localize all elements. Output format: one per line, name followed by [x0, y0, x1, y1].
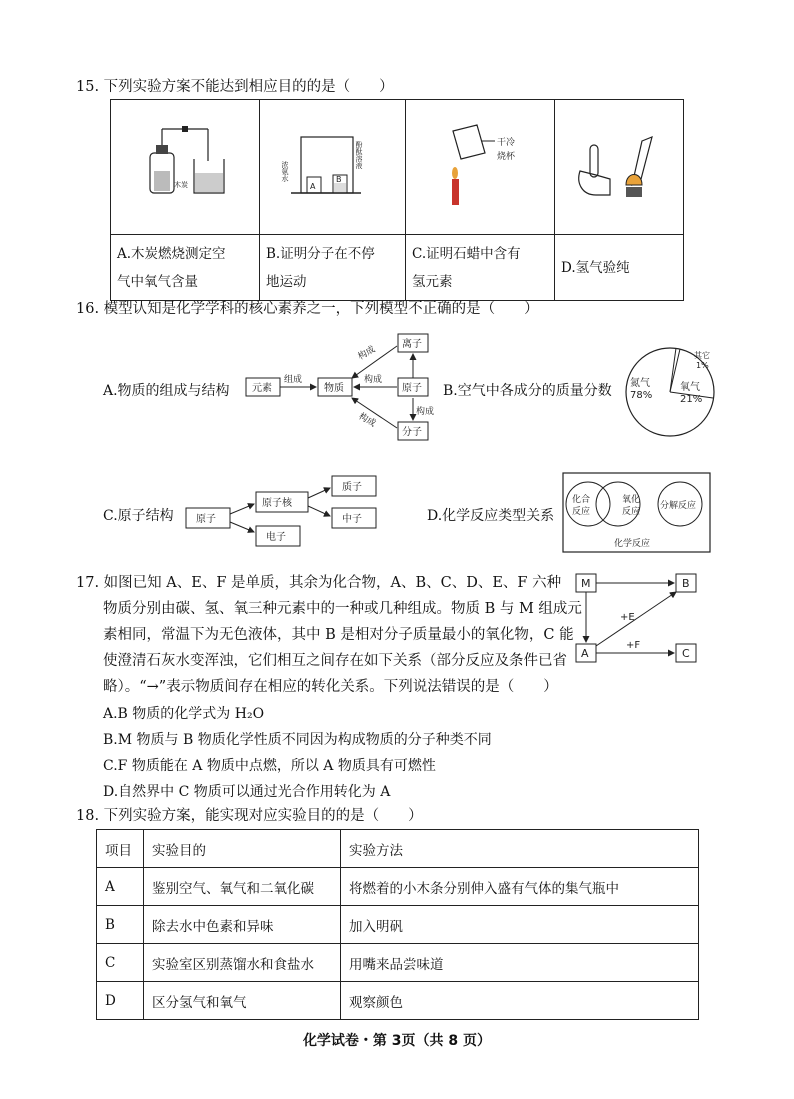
header-cell: 实验方法: [341, 830, 699, 868]
q15-option-a: A.木炭燃烧测定空 气中氧气含量: [111, 235, 260, 301]
table-cell: B: [97, 906, 144, 944]
svg-text:氮气: 氮气: [630, 378, 650, 389]
svg-text:氧化: 氧化: [622, 495, 641, 505]
node-fenzi: 分子: [402, 427, 422, 438]
svg-text:原子核: 原子核: [262, 498, 292, 509]
q16-option-b-label: B.空气中各成分的质量分数: [443, 383, 612, 399]
svg-text:构成: 构成: [356, 344, 378, 363]
header-cell: 实验目的: [144, 830, 341, 868]
node-a: A: [581, 647, 589, 660]
svg-text:酚酞溶液: 酚酞溶液: [355, 141, 363, 169]
q15-option-b: B.证明分子在不停 地运动: [260, 235, 406, 301]
svg-text:构成: 构成: [356, 411, 378, 430]
q15-fig-c-cell: [406, 100, 555, 235]
table-row: [97, 982, 699, 1020]
svg-text:21%: 21%: [680, 394, 703, 405]
table-row: [97, 868, 699, 906]
header-cell: 项目: [97, 830, 144, 868]
svg-text:中子: 中子: [342, 514, 362, 525]
table-cell: 除去水中色素和异味: [144, 906, 341, 944]
q17-line1: 17. 如图已知 A、E、F 是单质，其余为化合物，A、B、C、D、E、F 六种: [76, 575, 562, 591]
svg-text:构成: 构成: [364, 375, 383, 385]
svg-text:分解反应: 分解反应: [660, 501, 697, 511]
svg-text:+E: +E: [620, 612, 635, 623]
q18-table: [96, 829, 699, 1020]
q15-option-d: D.氢气验纯: [555, 235, 684, 301]
svg-text:其它: 其它: [694, 351, 710, 360]
svg-text:干冷: 干冷: [497, 138, 516, 148]
air-composition-pie: [618, 340, 722, 440]
q17-line3: 素相同，常温下为无色液体，其中 B 是相对分子质量最小的氧化物，C 能: [103, 627, 574, 643]
svg-text:电子: 电子: [266, 532, 286, 543]
q15-stem: 15. 下列实验方案不能达到相应目的的是（ ）: [76, 79, 394, 95]
svg-text:78%: 78%: [630, 390, 653, 401]
q17-line5: 略）。“→”表示物质间存在相应的转化关系。下列说法错误的是（ ）: [103, 679, 558, 695]
svg-text:反应: 反应: [622, 507, 641, 517]
q15-fig-a-cell: [111, 100, 260, 235]
table-cell: D: [97, 982, 144, 1020]
svg-text:构成: 构成: [416, 407, 435, 417]
node-b: B: [682, 577, 690, 590]
charcoal-apparatus-figure: [112, 101, 258, 229]
atom-structure-diagram: [180, 470, 385, 552]
svg-text:B: B: [336, 175, 342, 184]
q17-relation-diagram: [570, 568, 705, 668]
q16-option-a-label: A.物质的组成与结构: [103, 383, 230, 399]
q16-option-d-label: D.化学反应类型关系: [427, 508, 555, 524]
q16-stem: 16. 模型认知是化学学科的核心素养之一，下列模型不正确的是（ ）: [76, 301, 539, 317]
svg-text:A: A: [310, 182, 316, 191]
table-cell: 加入明矾: [341, 906, 699, 944]
svg-text:浓氨水: 浓氨水: [281, 161, 289, 182]
table-row: [97, 944, 699, 982]
node-yuansu: 元素: [252, 383, 272, 394]
q17-option-d: D.自然界中 C 物质可以通过光合作用转化为 A: [103, 784, 391, 800]
q18-stem: 18. 下列实验方案，能实现对应实验目的的是（ ）: [76, 808, 423, 824]
q15-option-c: C.证明石蜡中含有 氢元素: [406, 235, 555, 301]
q17-line4: 使澄清石灰水变浑浊，它们相互之间存在如下关系（部分反应及条件已省: [103, 653, 567, 669]
q15-fig-b-cell: [260, 100, 406, 235]
q15-fig-d-cell: [555, 100, 684, 235]
table-cell: A: [97, 868, 144, 906]
svg-text:质子: 质子: [342, 482, 362, 493]
table-cell: 观察颜色: [341, 982, 699, 1020]
svg-text:化学反应: 化学反应: [614, 539, 651, 549]
svg-text:氧气: 氧气: [680, 382, 700, 393]
table-row: [97, 906, 699, 944]
table-cell: 将燃着的小木条分别伸入盛有气体的集气瓶中: [341, 868, 699, 906]
reaction-types-venn: [562, 472, 712, 554]
table-cell: 区分氢气和氧气: [144, 982, 341, 1020]
table-cell: 鉴别空气、氧气和二氧化碳: [144, 868, 341, 906]
svg-text:组成: 组成: [284, 375, 303, 385]
q16-option-c-label: C.原子结构: [103, 508, 174, 524]
node-yuanzi: 原子: [402, 383, 422, 394]
q15-table: [110, 99, 684, 301]
q17-line2: 物质分别由碳、氢、氧三种元素中的一种或几种组成。物质 B 与 M 组成元: [103, 601, 582, 617]
substance-structure-diagram: [240, 328, 440, 446]
table-cell: C: [97, 944, 144, 982]
ammonia-diffusion-figure: [261, 101, 404, 229]
node-lizi: 离子: [402, 339, 422, 350]
svg-text:木炭: 木炭: [174, 181, 188, 189]
hydrogen-purity-test-figure: [556, 101, 682, 229]
svg-text:原子: 原子: [196, 514, 216, 525]
q17-option-c: C.F 物质能在 A 物质中点燃，所以 A 物质具有可燃性: [103, 758, 436, 774]
svg-text:+F: +F: [626, 640, 641, 651]
page-footer: 化学试卷・第 3页（共 8 页）: [302, 1033, 492, 1049]
node-wuzhi: 物质: [324, 383, 344, 394]
node-c: C: [682, 647, 690, 660]
node-m: M: [581, 577, 591, 590]
svg-text:化合: 化合: [572, 495, 591, 505]
svg-text:反应: 反应: [572, 507, 591, 517]
table-cell: 用嘴来品尝味道: [341, 944, 699, 982]
dry-beaker-candle-figure: [407, 101, 553, 229]
table-cell: 实验室区别蒸馏水和食盐水: [144, 944, 341, 982]
table-header-row: [97, 830, 699, 868]
svg-text:1%: 1%: [696, 361, 709, 370]
q17-option-a: A.B 物质的化学式为 H₂O: [103, 706, 265, 722]
svg-text:烧杯: 烧杯: [497, 152, 516, 162]
q17-option-b: B.M 物质与 B 物质化学性质不同因为构成物质的分子种类不同: [103, 732, 492, 748]
